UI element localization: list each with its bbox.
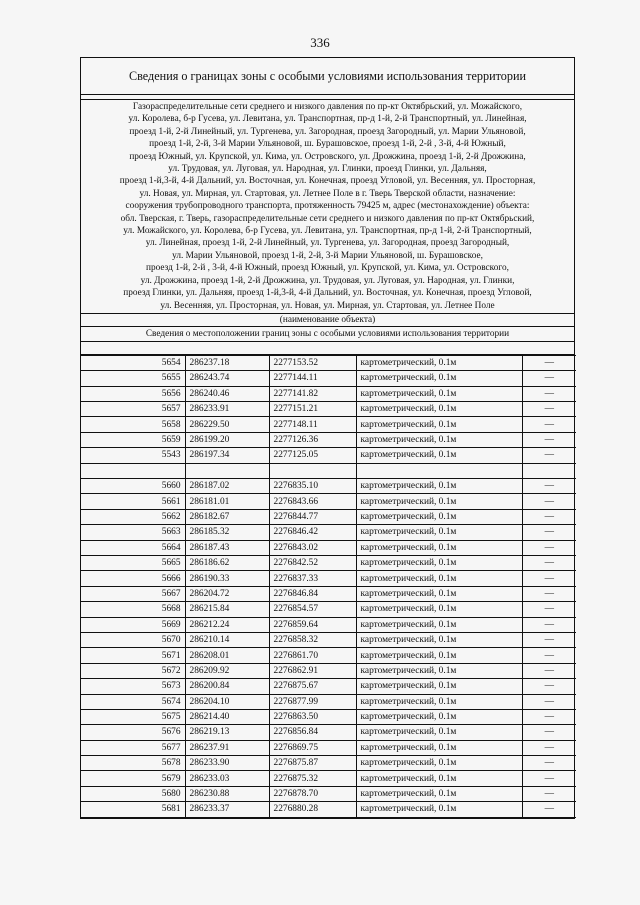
extra-cell: — <box>522 694 576 709</box>
point-number-cell: 5675 <box>81 709 185 724</box>
point-number-cell: 5660 <box>81 479 185 494</box>
method-cell <box>356 463 522 478</box>
table-row <box>81 371 576 386</box>
y-coordinate-cell: 2276837.33 <box>269 571 356 586</box>
y-coordinate-cell: 2276846.84 <box>269 586 356 601</box>
table-row <box>81 740 576 755</box>
table-row <box>81 663 576 678</box>
method-cell: картометрический, 0.1м <box>356 694 522 709</box>
point-number-cell: 5662 <box>81 509 185 524</box>
y-coordinate-cell: 2277151.21 <box>269 402 356 417</box>
y-coordinate-cell: 2277125.05 <box>269 448 356 463</box>
point-number-cell: 5677 <box>81 740 185 755</box>
extra-cell: — <box>522 371 576 386</box>
y-coordinate-cell: 2276854.57 <box>269 602 356 617</box>
y-coordinate-cell: 2276859.64 <box>269 617 356 632</box>
extra-cell: — <box>522 494 576 509</box>
y-coordinate-cell: 2276861.70 <box>269 648 356 663</box>
object-caption: (наименование объекта) <box>81 314 574 327</box>
y-coordinate-cell: 2276842.52 <box>269 555 356 570</box>
y-coordinate-cell: 2276877.99 <box>269 694 356 709</box>
method-cell: картометрический, 0.1м <box>356 725 522 740</box>
y-coordinate-cell: 2276843.02 <box>269 540 356 555</box>
coordinates-table-body <box>81 355 576 817</box>
table-row <box>81 725 576 740</box>
extra-cell: — <box>522 509 576 524</box>
x-coordinate-cell: 286190.33 <box>185 571 269 586</box>
table-row <box>81 679 576 694</box>
x-coordinate-cell: 286187.02 <box>185 479 269 494</box>
point-number-cell: 5663 <box>81 525 185 540</box>
zone-boundary-sheet <box>80 57 575 819</box>
description-line: проезд 1-й, 2-й , 3-й, 4-й Южный, проезд Южный, ул. Крупской, ул. Кима, ул. Островского, <box>146 263 509 274</box>
description-line: проезд 1-й,3-й, 4-й Дальний, ул. Восточная, ул. Конечная, проезд Угловой, ул. Весенняя, ул. Просторная, <box>119 176 536 187</box>
description-line: сооружения трубопроводного транспорта, протяженность 79425 м, адрес (местонахождение) объекта: <box>125 201 530 212</box>
extra-cell: — <box>522 355 576 370</box>
description-line: обл. Тверская, г. Тверь, газораспределительные сети среднего и низкого давления по пр-кт Октябрьский, <box>120 213 535 224</box>
point-number-cell: 5665 <box>81 555 185 570</box>
method-cell: картометрический, 0.1м <box>356 355 522 370</box>
extra-cell: — <box>522 786 576 801</box>
point-number-cell: 5670 <box>81 632 185 647</box>
x-coordinate-cell: 286243.74 <box>185 371 269 386</box>
table-row <box>81 355 576 370</box>
y-coordinate-cell: 2277141.82 <box>269 386 356 401</box>
y-coordinate-cell: 2277144.11 <box>269 371 356 386</box>
method-cell: картометрический, 0.1м <box>356 509 522 524</box>
table-row <box>81 555 576 570</box>
page-number: 336 <box>310 35 330 50</box>
x-coordinate-cell: 286200.84 <box>185 679 269 694</box>
section-title: Сведения о местоположении границ зоны с особыми условиями использования территории <box>81 327 574 342</box>
table-row <box>81 602 576 617</box>
table-row <box>81 417 576 432</box>
extra-cell: — <box>522 740 576 755</box>
method-cell: картометрический, 0.1м <box>356 709 522 724</box>
y-coordinate-cell: 2276856.84 <box>269 725 356 740</box>
method-cell: картометрический, 0.1м <box>356 417 522 432</box>
object-description <box>81 100 574 314</box>
point-number-cell: 5655 <box>81 371 185 386</box>
method-cell: картометрический, 0.1м <box>356 479 522 494</box>
point-number-cell: 5676 <box>81 725 185 740</box>
x-coordinate-cell: 286237.18 <box>185 355 269 370</box>
x-coordinate-cell: 286197.34 <box>185 448 269 463</box>
extra-cell: — <box>522 402 576 417</box>
table-row <box>81 802 576 817</box>
extra-cell: — <box>522 632 576 647</box>
method-cell: картометрический, 0.1м <box>356 525 522 540</box>
method-cell: картометрический, 0.1м <box>356 371 522 386</box>
x-coordinate-cell: 286199.20 <box>185 432 269 447</box>
method-cell: картометрический, 0.1м <box>356 632 522 647</box>
x-coordinate-cell: 286204.72 <box>185 586 269 601</box>
table-spacer <box>81 342 574 355</box>
y-coordinate-cell <box>269 463 356 478</box>
point-number-cell: 5669 <box>81 617 185 632</box>
point-number-cell: 5543 <box>81 448 185 463</box>
x-coordinate-cell: 286185.32 <box>185 525 269 540</box>
point-number-cell: 5657 <box>81 402 185 417</box>
method-cell: картометрический, 0.1м <box>356 571 522 586</box>
table-row <box>81 432 576 447</box>
method-cell: картометрический, 0.1м <box>356 555 522 570</box>
description-line: ул. Весенняя, ул. Просторная, ул. Новая, ул. Мирная, ул. Стартовая, ул. Летнее Поле <box>160 300 495 311</box>
method-cell: картометрический, 0.1м <box>356 771 522 786</box>
extra-cell: — <box>522 663 576 678</box>
x-coordinate-cell: 286233.90 <box>185 756 269 771</box>
table-row <box>81 771 576 786</box>
x-coordinate-cell: 286215.84 <box>185 602 269 617</box>
description-line: ул. Линейная, проезд 1-й, 2-й Линейный, ул. Тургенева, ул. Загородная, проезд Загородный, <box>145 238 510 249</box>
y-coordinate-cell: 2276844.77 <box>269 509 356 524</box>
table-row <box>81 709 576 724</box>
table-row <box>81 756 576 771</box>
extra-cell: — <box>522 448 576 463</box>
y-coordinate-cell: 2277126.36 <box>269 432 356 447</box>
point-number-cell: 5673 <box>81 679 185 694</box>
y-coordinate-cell: 2276846.42 <box>269 525 356 540</box>
x-coordinate-cell: 286212.24 <box>185 617 269 632</box>
table-row <box>81 632 576 647</box>
extra-cell: — <box>522 709 576 724</box>
x-coordinate-cell: 286233.03 <box>185 771 269 786</box>
extra-cell: — <box>522 648 576 663</box>
point-number-cell: 5674 <box>81 694 185 709</box>
table-row <box>81 448 576 463</box>
extra-cell: — <box>522 725 576 740</box>
method-cell: картометрический, 0.1м <box>356 386 522 401</box>
point-number-cell: 5671 <box>81 648 185 663</box>
x-coordinate-cell: 286186.62 <box>185 555 269 570</box>
x-coordinate-cell: 286233.91 <box>185 402 269 417</box>
coordinates-table <box>81 355 576 818</box>
point-number-cell: 5658 <box>81 417 185 432</box>
description-line: ул. Дрожжина, проезд 1-й, 2-й Дрожжина, ул. Трудовая, ул. Луговая, ул. Народная, ул. Глинки, <box>140 275 515 286</box>
y-coordinate-cell: 2276875.67 <box>269 679 356 694</box>
x-coordinate-cell: 286210.14 <box>185 632 269 647</box>
y-coordinate-cell: 2276878.70 <box>269 786 356 801</box>
x-coordinate-cell: 286209.92 <box>185 663 269 678</box>
extra-cell: — <box>522 479 576 494</box>
sheet-title: Сведения о границах зоны с особыми условиями использования территории <box>81 58 574 95</box>
description-line: ул. Марии Ульяновой, проезд 1-й, 2-й, 3-й Марии Ульяновой, ш. Бурашовское, <box>172 250 483 261</box>
point-number-cell: 5666 <box>81 571 185 586</box>
method-cell: картометрический, 0.1м <box>356 756 522 771</box>
extra-cell: — <box>522 540 576 555</box>
description-line: ул. Королева, б-р Гусева, ул. Левитана, ул. Транспортная, пр-д 1-й, 2-й Транспортный, ул. Линейная, <box>128 114 527 125</box>
extra-cell: — <box>522 679 576 694</box>
extra-cell: — <box>522 802 576 817</box>
x-coordinate-cell: 286208.01 <box>185 648 269 663</box>
x-coordinate-cell: 286214.40 <box>185 709 269 724</box>
point-number-cell: 5654 <box>81 355 185 370</box>
x-coordinate-cell: 286187.43 <box>185 540 269 555</box>
y-coordinate-cell: 2276875.87 <box>269 756 356 771</box>
point-number-cell: 5680 <box>81 786 185 801</box>
y-coordinate-cell: 2276880.28 <box>269 802 356 817</box>
extra-cell <box>522 463 576 478</box>
y-coordinate-cell: 2276875.32 <box>269 771 356 786</box>
method-cell: картометрический, 0.1м <box>356 679 522 694</box>
method-cell: картометрический, 0.1м <box>356 432 522 447</box>
method-cell: картометрический, 0.1м <box>356 617 522 632</box>
table-row <box>81 571 576 586</box>
method-cell: картометрический, 0.1м <box>356 663 522 678</box>
description-line: проезд 1-й, 2-й Линейный, ул. Тургенева, ул. Загородная, проезд Загородный, ул. Марии Ульяновой, <box>129 126 526 137</box>
extra-cell: — <box>522 525 576 540</box>
point-number-cell: 5679 <box>81 771 185 786</box>
x-coordinate-cell: 286237.91 <box>185 740 269 755</box>
x-coordinate-cell: 286240.46 <box>185 386 269 401</box>
method-cell: картометрический, 0.1м <box>356 540 522 555</box>
extra-cell: — <box>522 771 576 786</box>
table-row <box>81 786 576 801</box>
point-number-cell: 5681 <box>81 802 185 817</box>
table-row <box>81 386 576 401</box>
table-row <box>81 494 576 509</box>
point-number-cell: 5672 <box>81 663 185 678</box>
extra-cell: — <box>522 617 576 632</box>
table-row <box>81 648 576 663</box>
table-row <box>81 402 576 417</box>
description-line: проезд Глинки, ул. Дальняя, проезд 1-й,3-й, 4-й Дальний, ул. Восточная, ул. Конечная, проезд Угловой, <box>123 288 532 299</box>
point-number-cell: 5661 <box>81 494 185 509</box>
y-coordinate-cell: 2276862.91 <box>269 663 356 678</box>
method-cell: картометрический, 0.1м <box>356 402 522 417</box>
x-coordinate-cell: 286204.10 <box>185 694 269 709</box>
point-number-cell <box>81 463 185 478</box>
y-coordinate-cell: 2276835.10 <box>269 479 356 494</box>
description-line: ул. Новая, ул. Мирная, ул. Стартовая, ул. Летнее Поле в г. Тверь Тверской области, назначение: <box>139 188 516 199</box>
extra-cell: — <box>522 417 576 432</box>
y-coordinate-cell: 2276869.75 <box>269 740 356 755</box>
extra-cell: — <box>522 432 576 447</box>
table-row <box>81 694 576 709</box>
point-number-cell: 5668 <box>81 602 185 617</box>
x-coordinate-cell: 286229.50 <box>185 417 269 432</box>
extra-cell: — <box>522 586 576 601</box>
y-coordinate-cell: 2277148.11 <box>269 417 356 432</box>
point-number-cell: 5678 <box>81 756 185 771</box>
table-row <box>81 463 576 478</box>
description-line: ул. Можайского, ул. Королева, б-р Гусева, ул. Левитана, ул. Транспортная, пр-д 1-й, 2-й Транспортный, <box>123 226 532 237</box>
table-row <box>81 525 576 540</box>
point-number-cell: 5667 <box>81 586 185 601</box>
method-cell: картометрический, 0.1м <box>356 602 522 617</box>
x-coordinate-cell: 286219.13 <box>185 725 269 740</box>
extra-cell: — <box>522 555 576 570</box>
extra-cell: — <box>522 602 576 617</box>
y-coordinate-cell: 2277153.52 <box>269 355 356 370</box>
x-coordinate-cell: 286181.01 <box>185 494 269 509</box>
table-row <box>81 509 576 524</box>
table-row <box>81 586 576 601</box>
description-line: ул. Трудовая, ул. Луговая, ул. Народная, ул. Глинки, проезд Глинки, ул. Дальняя, <box>168 164 487 175</box>
y-coordinate-cell: 2276843.66 <box>269 494 356 509</box>
description-line: Газораспределительные сети среднего и низкого давления по пр-кт Октябрьский, ул. Можайского, <box>132 102 523 112</box>
point-number-cell: 5659 <box>81 432 185 447</box>
method-cell: картометрический, 0.1м <box>356 448 522 463</box>
table-row <box>81 479 576 494</box>
method-cell: картометрический, 0.1м <box>356 786 522 801</box>
extra-cell: — <box>522 571 576 586</box>
extra-cell: — <box>522 756 576 771</box>
y-coordinate-cell: 2276863.50 <box>269 709 356 724</box>
method-cell: картометрический, 0.1м <box>356 648 522 663</box>
table-row <box>81 540 576 555</box>
method-cell: картометрический, 0.1м <box>356 494 522 509</box>
extra-cell: — <box>522 386 576 401</box>
table-row <box>81 617 576 632</box>
x-coordinate-cell: 286233.37 <box>185 802 269 817</box>
x-coordinate-cell <box>185 463 269 478</box>
method-cell: картометрический, 0.1м <box>356 802 522 817</box>
point-number-cell: 5656 <box>81 386 185 401</box>
y-coordinate-cell: 2276858.32 <box>269 632 356 647</box>
method-cell: картометрический, 0.1м <box>356 586 522 601</box>
x-coordinate-cell: 286182.67 <box>185 509 269 524</box>
method-cell: картометрический, 0.1м <box>356 740 522 755</box>
description-line: проезд Южный, ул. Крупской, ул. Кима, ул. Островского, ул. Дрожжина, проезд 1-й, 2-й Дрожжина, <box>129 151 526 162</box>
point-number-cell: 5664 <box>81 540 185 555</box>
x-coordinate-cell: 286230.88 <box>185 786 269 801</box>
description-line: проезд 1-й, 2-й, 3-й Марии Ульяновой, ш. Бурашовское, проезд 1-й, 2-й , 3-й, 4-й Южный, <box>149 139 506 150</box>
